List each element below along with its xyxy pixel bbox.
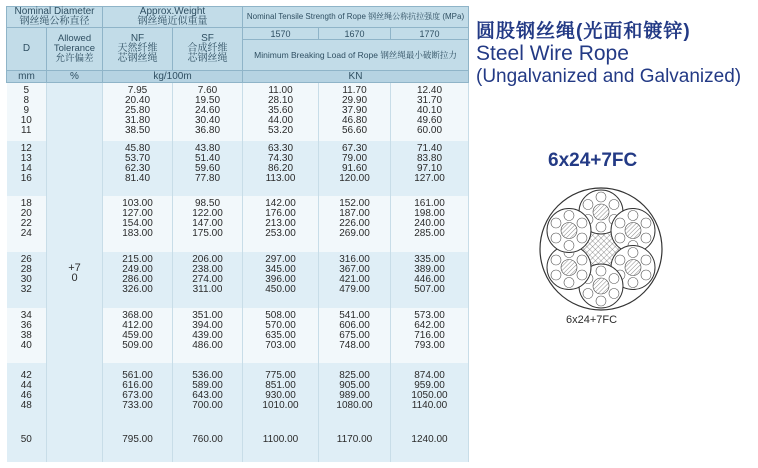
sf-weight-cell: 760.00: [173, 419, 243, 463]
sf-weight-cell: 206.00 238.00 274.00 311.00: [173, 252, 243, 308]
load-1570-cell: 297.00 345.00 396.00 450.00: [243, 252, 319, 308]
diameter-cell: 12 13 14 16: [7, 141, 47, 196]
diameter-cell: 50: [7, 419, 47, 463]
unit-percent: %: [47, 71, 103, 83]
min-breaking-load-header: Minimum Breaking Load of Rope 钢丝绳最小破断拉力: [243, 40, 469, 71]
load-1670-cell: 825.00 905.00 989.00 1080.00: [319, 363, 391, 419]
rope-model: 6x24+7FC: [548, 150, 638, 171]
table-row-group: [7, 83, 469, 141]
load-1770-cell: 12.40 31.70 40.10 49.60 60.00: [391, 83, 469, 141]
load-1770-cell: 71.40 83.80 97.10 127.00: [391, 141, 469, 196]
load-1570-cell: 142.00 176.00 213.00 253.00: [243, 196, 319, 252]
nf-weight-cell: 103.00 127.00 154.00 183.00: [103, 196, 173, 252]
load-1570-cell: 775.00 851.00 930.00 1010.00: [243, 363, 319, 419]
nf-weight-cell: 368.00 412.00 459.00 509.00: [103, 308, 173, 363]
sf-weight-cell: 7.60 19.50 24.60 30.40 36.80: [173, 83, 243, 141]
unit-kn: KN: [243, 71, 469, 83]
nf-weight-cell: 561.00 616.00 673.00 733.00: [103, 363, 173, 419]
diameter-cell: 18 20 22 24: [7, 196, 47, 252]
diagram-caption: 6x24+7FC: [566, 314, 618, 326]
grade-1670-header: 1670: [319, 28, 391, 40]
unit-kg-per-100m: kg/100m: [103, 71, 243, 83]
diameter-cell: 34 36 38 40: [7, 308, 47, 363]
tolerance-header: Allowed Tolerance 允许偏差: [47, 28, 103, 71]
product-title-en: Steel Wire Rope: [476, 42, 629, 65]
nf-weight-cell: 45.80 53.70 62.30 81.40: [103, 141, 173, 196]
rope-cross-section-diagram: [536, 184, 666, 314]
load-1770-cell: 874.00 959.00 1050.00 1140.00: [391, 363, 469, 419]
nf-header: NF 天然纤维 芯钢丝绳: [103, 28, 173, 71]
sf-weight-cell: 351.00 394.00 439.00 486.00: [173, 308, 243, 363]
load-1570-cell: 63.30 74.30 86.20 113.00: [243, 141, 319, 196]
load-1670-cell: 316.00 367.00 421.00 479.00: [319, 252, 391, 308]
sf-header: SF 合成纤维 芯钢丝绳: [173, 28, 243, 71]
load-1570-cell: 1100.00: [243, 419, 319, 463]
load-1670-cell: 541.00 606.00 675.00 748.00: [319, 308, 391, 363]
nf-weight-cell: 215.00 249.00 286.00 326.00: [103, 252, 173, 308]
grade-1570-header: 1570: [243, 28, 319, 40]
sf-weight-cell: 98.50 122.00 147.00 175.00: [173, 196, 243, 252]
diameter-cell: 5 8 9 10 11: [7, 83, 47, 141]
product-subtitle-en: (Ungalvanized and Galvanized): [476, 66, 742, 87]
product-title-cn: 圆股钢丝绳(光面和镀锌): [476, 21, 691, 42]
strand: [547, 209, 591, 253]
load-1670-cell: 11.70 29.90 37.90 46.80 56.60: [319, 83, 391, 141]
specification-table: [6, 6, 469, 462]
load-1770-cell: 161.00 198.00 240.00 285.00: [391, 196, 469, 252]
sf-weight-cell: 536.00 589.00 643.00 700.00: [173, 363, 243, 419]
diameter-cell: 42 44 46 48: [7, 363, 47, 419]
tensile-strength-header: Nominal Tensile Strength of Rope 钢丝绳公称抗拉强度 (MPa): [243, 7, 469, 28]
grade-1770-header: 1770: [391, 28, 469, 40]
load-1670-cell: 1170.00: [319, 419, 391, 463]
nominal-diameter-header: Nominal Diameter 钢丝绳公称直径: [7, 7, 103, 28]
load-1770-cell: 1240.00: [391, 419, 469, 463]
unit-mm: mm: [7, 71, 47, 83]
load-1670-cell: 67.30 79.00 91.60 120.00: [319, 141, 391, 196]
tolerance-cell: +7 0: [47, 83, 103, 463]
diameter-d-header: D: [7, 28, 47, 71]
approx-weight-header: Approx.Weight 钢丝绳近似重量: [103, 7, 243, 28]
diameter-cell: 26 28 30 32: [7, 252, 47, 308]
sf-weight-cell: 43.80 51.40 59.60 77.80: [173, 141, 243, 196]
nf-weight-cell: 795.00: [103, 419, 173, 463]
load-1670-cell: 152.00 187.00 226.00 269.00: [319, 196, 391, 252]
nf-weight-cell: 7.95 20.40 25.80 31.80 38.50: [103, 83, 173, 141]
load-1770-cell: 335.00 389.00 446.00 507.00: [391, 252, 469, 308]
load-1570-cell: 11.00 28.10 35.60 44.00 53.20: [243, 83, 319, 141]
load-1770-cell: 573.00 642.00 716.00 793.00: [391, 308, 469, 363]
load-1570-cell: 508.00 570.00 635.00 703.00: [243, 308, 319, 363]
